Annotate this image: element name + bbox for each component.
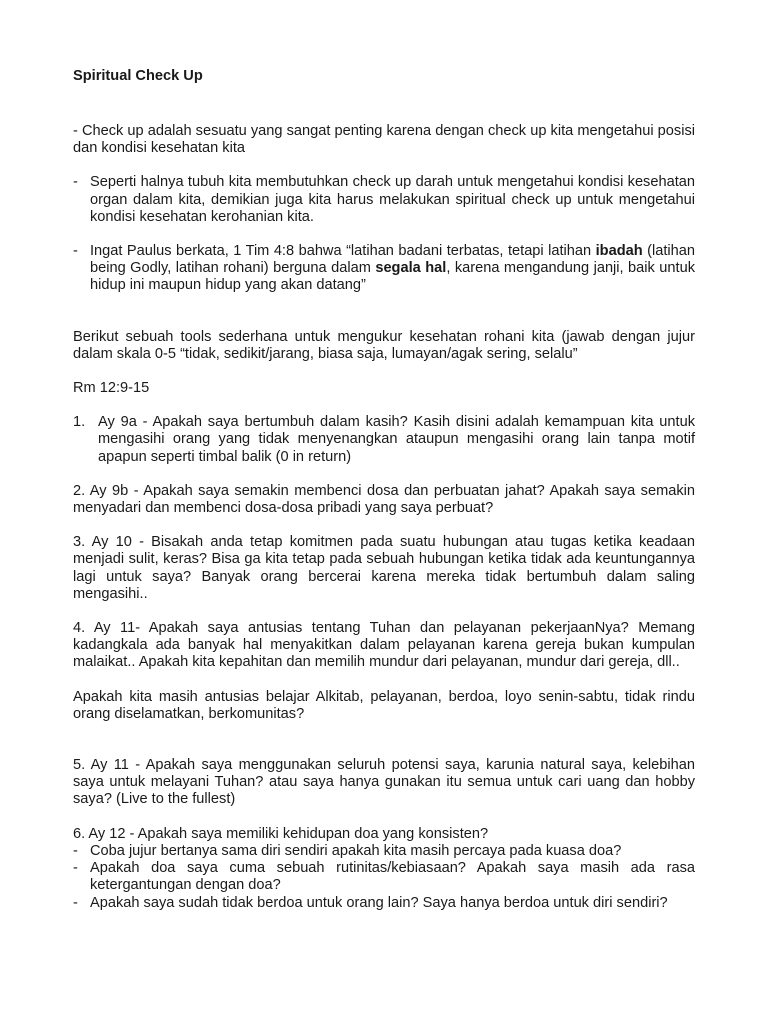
bullet-text: Apakah saya sudah tidak berdoa untuk orang lain? Saya hanya berdoa untuk diri sendiri? (90, 894, 668, 911)
question-1 (73, 414, 695, 466)
question-text: Ay 9a - Apakah saya bertumbuh dalam kasih? Kasih disini adalah kemampuan kita untuk mengasihi orang yang tidak menyenangkan ataupun mengasihi orang lain tanpa motif apapun seperti timbal balik (0 in return) (98, 414, 695, 465)
intro-bullet-text: Seperti halnya tubuh kita membutuhkan check up darah untuk mengetahui kondisi kesehatan organ dalam kita, demikian juga kita harus melakukan spiritual check up untuk mengetahui kondisi kesehatan kerohanian kita. (90, 174, 695, 225)
bold-segala-hal: segala hal (375, 260, 447, 277)
tools-paragraph: Berikut sebuah tools sederhana untuk mengukur kesehatan rohani kita (jawab dengan jujur dalam skala 0-5 “tidak, sedikit/jarang, biasa saja, lumayan/agak sering, selalu” (73, 328, 695, 362)
intro-bullet-2 (73, 243, 695, 295)
dash-marker: - (73, 174, 78, 191)
question-6: 6. Ay 12 - Apakah saya memiliki kehidupan doa yang konsisten? (73, 825, 489, 842)
bullet-text: Coba jujur bertanya sama diri sendiri apakah kita masih percaya pada kuasa doa? (90, 842, 622, 859)
text-fragment: (latihan being Godly, latihan rohani) berguna dalam (90, 243, 695, 277)
question-3: 3. Ay 10 - Bisakah anda tetap komitmen pada suatu hubungan atau tugas ketika keadaan menjadi sulit, keras? Bisa ga kita tetap pada sebuah hubungan ketika tidak ada keuntungannya lagi untuk saya? Banyak orang bercerai karena mereka tidak bertumbuh dalam saling mengasihi.. (73, 534, 695, 602)
question-4: 4. Ay 11- Apakah saya antusias tentang Tuhan dan pelayanan pekerjaanNya? Memang kadangkala ada banyak hal menyakitkan dalam pelayanan karena gereja bukan kumpulan malaikat.. Apakah kita kepahitan dan memilih mundur dari pelayanan, mundur dari gereja, dll.. (73, 620, 695, 671)
document-page (73, 68, 695, 912)
question-5: 5. Ay 11 - Apakah saya menggunakan seluruh potensi saya, karunia natural saya, kelebihan saya untuk melayani Tuhan? atau saya hanya gunakan itu semua untuk cari uang dan hobby saya? (Live to the fullest) (73, 757, 695, 808)
question-6-bullet-3 (73, 895, 695, 912)
text-fragment: , karena mengandung janji, baik untuk hidup ini maupun hidup yang akan datang” (90, 260, 695, 294)
dash-marker: - (73, 243, 78, 260)
dash-marker: - (73, 860, 78, 877)
question-6-bullet-2 (73, 860, 695, 894)
document-title: Spiritual Check Up (73, 68, 203, 84)
question-2: 2. Ay 9b - Apakah saya semakin membenci dosa dan perbuatan jahat? Apakah saya semakin menyadari dan membenci dosa-dosa pribadi yang saya perbuat? (73, 482, 695, 517)
intro-bullet-1 (73, 174, 695, 226)
bold-ibadah: ibadah (595, 243, 643, 260)
scripture-reference: Rm 12:9-15 (73, 380, 150, 397)
question-4-followup: Apakah kita masih antusias belajar Alkitab, pelayanan, berdoa, loyo senin-sabtu, tidak rindu orang diselamatkan, berkomunitas? (73, 688, 695, 722)
dash-marker: - (73, 894, 78, 911)
dash-marker: - (73, 842, 78, 859)
text-fragment: Ingat Paulus berkata, 1 Tim 4:8 bahwa “latihan badani terbatas, tetapi latihan (90, 243, 596, 260)
intro-line: - Check up adalah sesuatu yang sangat penting karena dengan check up kita mengetahui posisi dan kondisi kesehatan kita (73, 123, 695, 157)
bullet-text: Apakah doa saya cuma sebuah rutinitas/kebiasaan? Apakah saya masih ada rasa ketergantungan dengan doa? (90, 860, 695, 894)
intro-bullet-text (90, 243, 695, 295)
number-marker: 1. (73, 414, 86, 431)
question-6-bullet-1 (73, 843, 695, 860)
